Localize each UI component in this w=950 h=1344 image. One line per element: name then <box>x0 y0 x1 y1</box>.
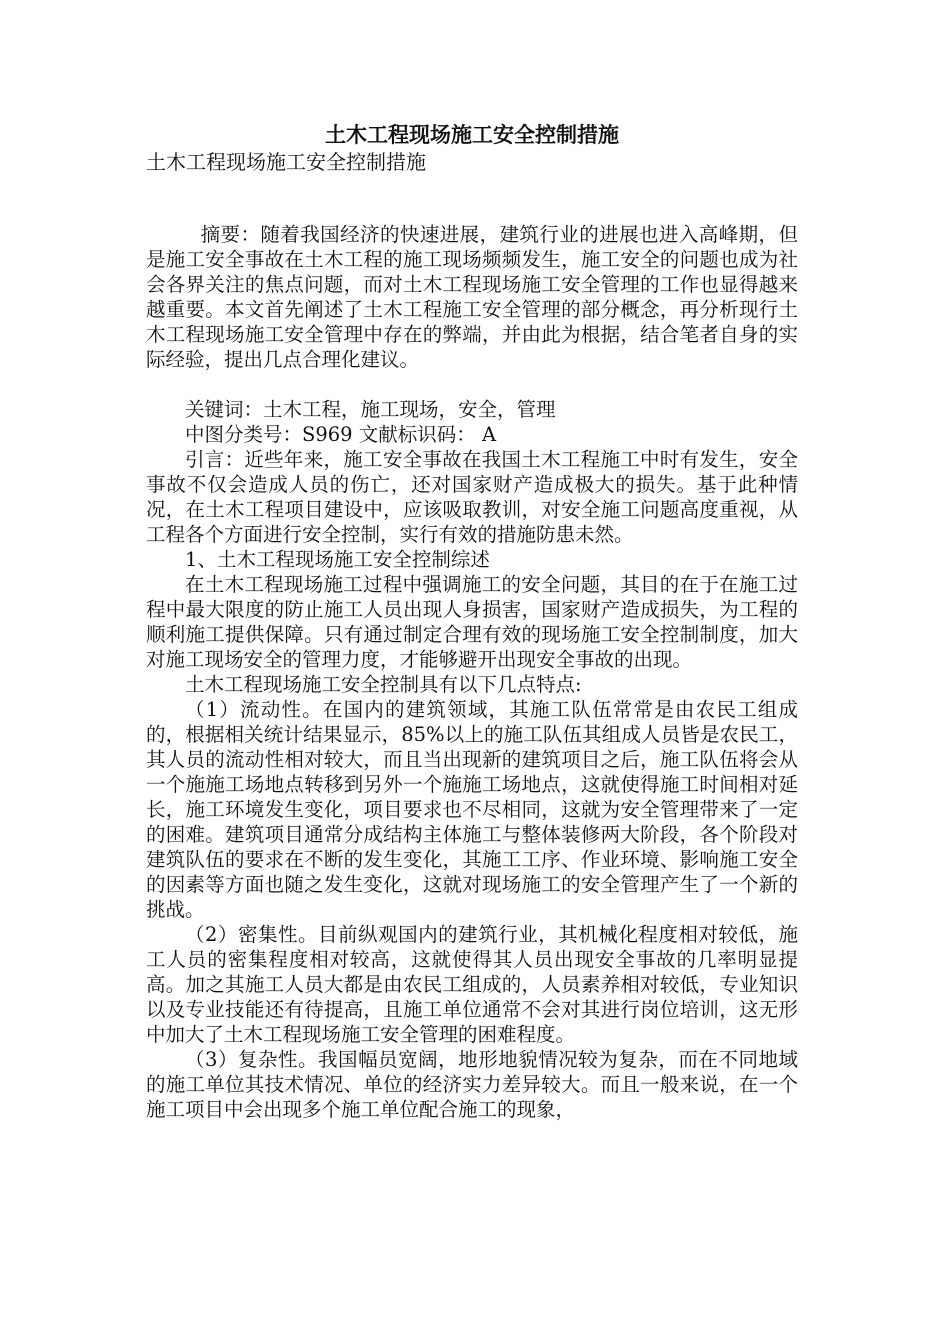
feature-3-paragraph: （3）复杂性。我国幅员宽阔，地形地貌情况较为复杂，而在不同地域的施工单位其技术情况、单位的经济实力差异较大。而且一般来说，在一个施工项目中会出现多个施工单位配合施工的现象， <box>146 1048 798 1121</box>
document-page <box>146 120 798 1122</box>
document-title: 土木工程现场施工安全控制措施 <box>325 122 619 147</box>
introduction-paragraph: 引言：近些年来，施工安全事故在我国土木工程施工中时有发生，安全事故不仅会造成人员的伤亡，还对国家财产造成极大的损失。基于此种情况，在土木工程项目建设中，应该吸取教训，对安全施工问题高度重视，从工程各个方面进行安全控制，实行有效的措施防患未然。 <box>146 448 798 546</box>
keywords-line: 关键词：土木工程，施工现场，安全，管理 <box>185 398 556 421</box>
document-subtitle: 土木工程现场施工安全控制措施 <box>146 150 426 174</box>
classification-line: 中图分类号：S969 文献标识码： A <box>185 423 497 446</box>
feature-1-paragraph: （1）流动性。在国内的建筑领域，其施工队伍常常是由农民工组成的，根据相关统计结果显示，85%以上的施工队伍其组成人员皆是农民工，其人员的流动性相对较大，而且当出现新的建筑项目之后，施工队伍将会从一个施施工场地点转移到另外一个施施工场地点，这就使得施工时间相对延长，施工环境发生变化，项目要求也不尽相同，这就为安全管理带来了一定的困难。建筑项目通常分成结构主体施工与整体装修两大阶段，各个阶段对建筑队伍的要求在不断的发生变化，其施工工序、作业环境、影响施工安全的因素等方面也随之发生变化，这就对现场施工的安全管理产生了一个新的挑战。 <box>146 698 798 921</box>
section-1-heading: 1、土木工程现场施工安全控制综述 <box>185 548 490 571</box>
features-intro-line: 土木工程现场施工安全控制具有以下几点特点: <box>185 673 582 696</box>
feature-2-paragraph: （2）密集性。目前纵观国内的建筑行业，其机械化程度相对较低，施工人员的密集程度相对较高，这就使得其人员出现安全事故的几率明显提高。加之其施工人员大都是由农民工组成的，人员素养相对较低，专业知识以及专业技能还有待提高，且施工单位通常不会对其进行岗位培训，这无形中加大了土木工程现场施工安全管理的困难程度。 <box>146 923 798 1046</box>
abstract-paragraph: 摘要：随着我国经济的快速进展，建筑行业的进展也进入高峰期，但是施工安全事故在土木工程的施工现场频频发生，施工安全的问题也成为社会各界关注的焦点问题，而对土木工程现场施工安全管理的工作也显得越来越重要。本文首先阐述了土木工程施工安全管理的部分概念，再分析现行土木工程现场施工安全管理中存在的弊端，并由此为根据，结合笔者自身的实际经验，提出几点合理化建议。 <box>146 223 798 371</box>
section-1-paragraph: 在土木工程现场施工过程中强调施工的安全问题，其目的在于在施工过程中最大限度的防止施工人员出现人身损害，国家财产造成损失，为工程的顺利施工提供保障。只有通过制定合理有效的现场施工安全控制制度，加大对施工现场安全的管理力度，才能够避开出现安全事故的出现。 <box>146 573 798 671</box>
